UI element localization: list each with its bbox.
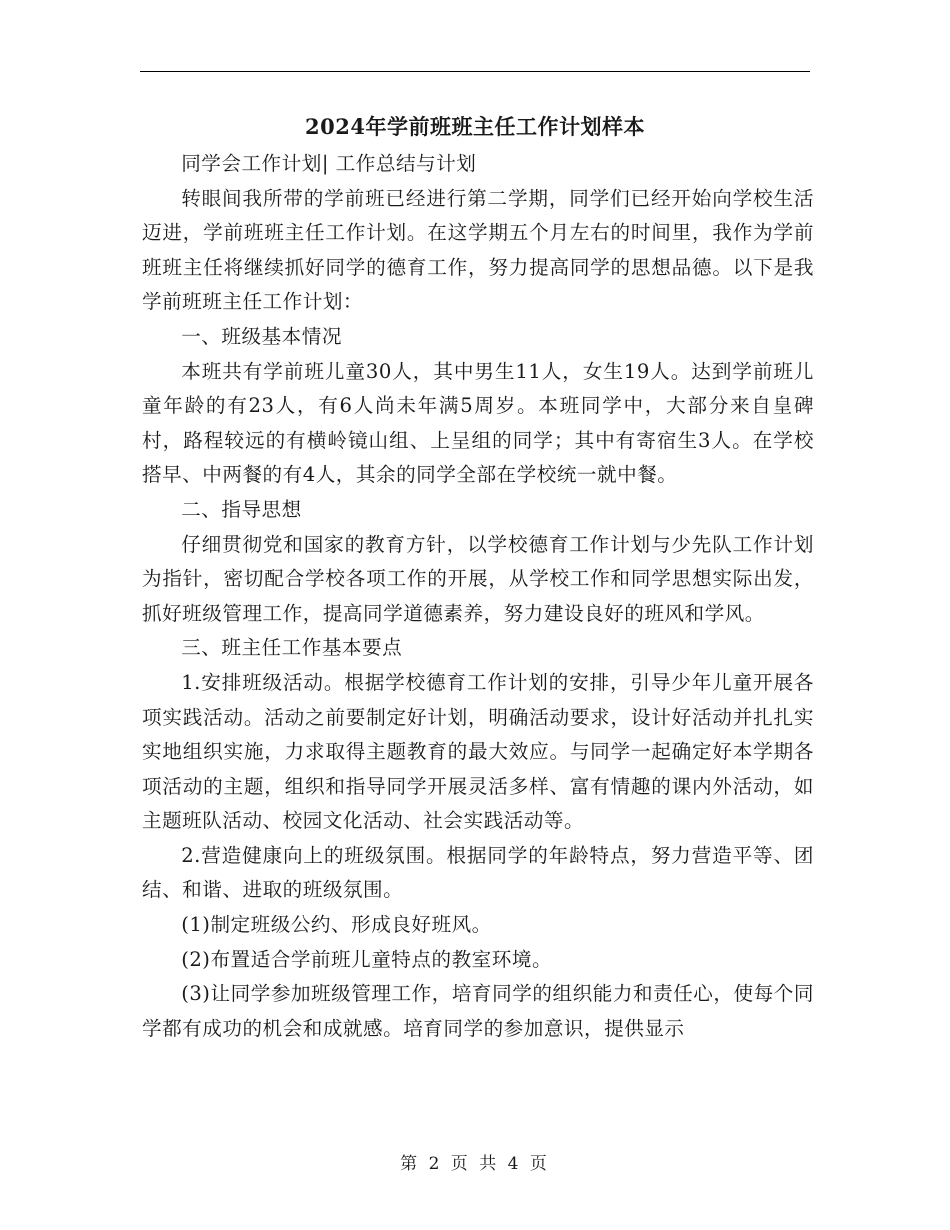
document-body — [142, 147, 814, 1046]
document-title: 2024年学前班班主任工作计划样本 — [305, 114, 645, 139]
page-number: 第 2 页 共 4 页 — [400, 1154, 550, 1174]
section-heading-key-points: 三、班主任工作基本要点 — [181, 636, 403, 660]
paragraph-intro: 转眼间我所带的学前班已经进行第二学期，同学们已经开始向学校生活迈进，学前班班主任工作计划。在这学期五个月左右的时间里，我作为学前班班主任将继续抓好同学的德育工作，努力提高同学的思想品德。以下是我学前班班主任工作计划： — [142, 186, 814, 314]
paragraph-guiding-thought: 仔细贯彻党和国家的教育方针，以学校德育工作计划与少先队工作计划为指针，密切配合学校各项工作的开展，从学校工作和同学思想实际出发，抓好班级管理工作，提高同学道德素养，努力建设良好的班风和学风。 — [142, 532, 814, 625]
paragraph-subpoint-3: (3)让同学参加班级管理工作，培育同学的组织能力和责任心，使每个同学都有成功的机会和成就感。培育同学的参加意识，提供显示 — [142, 982, 814, 1040]
paragraph-point-2: 2.营造健康向上的班级氛围。根据同学的年龄特点，努力营造平等、团结、和谐、进取的班级氛围。 — [142, 843, 814, 902]
section-heading-class-situation: 一、班级基本情况 — [181, 324, 342, 348]
paragraph-subpoint-2: (2)布置适合学前班儿童特点的教室环境。 — [181, 947, 553, 971]
paragraph-class-situation: 本班共有学前班儿童30人，其中男生11人，女生19人。达到学前班儿童年龄的有23人，有6人尚未年满5周岁。本班同学中，大部分来自皇碑村，路程较远的有横岭镜山组、上呈组的同学；其中有寄宿生3人。在学校搭早、中两餐的有4人，其余的同学全部在学校统一就中餐。 — [142, 359, 814, 487]
header-rule — [140, 71, 810, 72]
paragraph-subpoint-1: (1)制定班级公约、形成良好班风。 — [181, 913, 492, 937]
paragraph-point-1: 1.安排班级活动。根据学校德育工作计划的安排，引导少年儿童开展各项实践活动。活动之前要制定好计划，明确活动要求，设计好活动并扎扎实实地组织实施，力求取得主题教育的最大效应。与同学一起确定好本学期各项活动的主题，组织和指导同学开展灵活多样、富有情趣的课内外活动，如主题班队活动、校园文化活动、社会实践活动等。 — [142, 670, 814, 833]
paragraph-source-line: 同学会工作计划| 工作总结与计划 — [181, 152, 477, 175]
section-heading-guiding-thought: 二、指导思想 — [181, 497, 302, 521]
